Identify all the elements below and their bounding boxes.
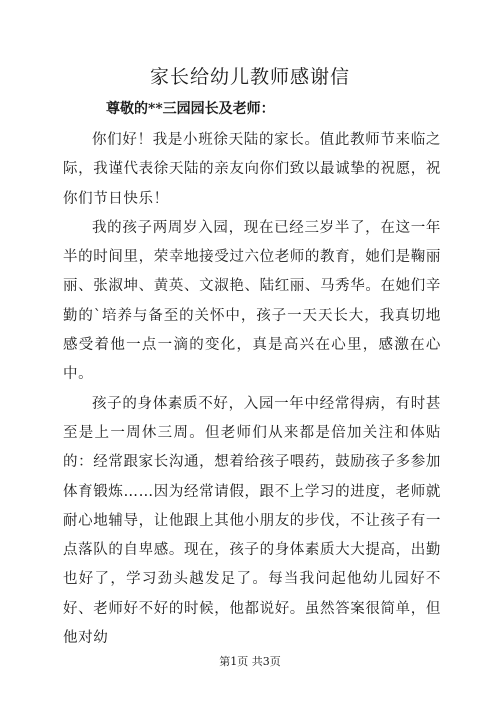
salutation: 尊敬的**三园园长及老师：: [106, 101, 275, 117]
paragraph-1: 你们好！我是小班徐天陆的家长。值此教师节来临之际，我谨代表徐天陆的亲友向你们致以最诚挚的祝愿，祝你们节日快乐！: [63, 132, 441, 207]
paragraph-3: 孩子的身体素质不好，入园一年中经常得病，有时甚至是上一周休三周。但老师们从来都是倍加关注和体贴的：经常跟家长沟通，想着给孩子喂药，鼓励孩子多参加体育锻炼……因为经常请假，跟不上学习的进度，老师就耐心地辅导，让他跟上其他小朋友的步伐，不让孩子有一点落队的自卑感。现在，孩子的身体素质大大提高，出勤也好了，学习劲头越发足了。每当我问起他幼儿园好不好、老师好不好的时候，他都说好。虽然答案很简单，但他对幼: [63, 395, 441, 647]
paragraph-2: 我的孩子两周岁入园，现在已经三岁半了，在这一年半的时间里，荣幸地接受过六位老师的教育，她们是鞠丽丽、张淑坤、黄英、文淑艳、陆红丽、马秀华。在她们辛勤的`培养与备至的关怀中，孩子一天天长大，我真切地感受着他一点一滴的变化，真是高兴在心里，感激在心中。: [63, 219, 441, 383]
page-footer: 第1页 共3页: [219, 655, 281, 668]
letter-body: [63, 126, 441, 653]
document-title: 家长给幼儿教师感谢信: [149, 66, 350, 88]
